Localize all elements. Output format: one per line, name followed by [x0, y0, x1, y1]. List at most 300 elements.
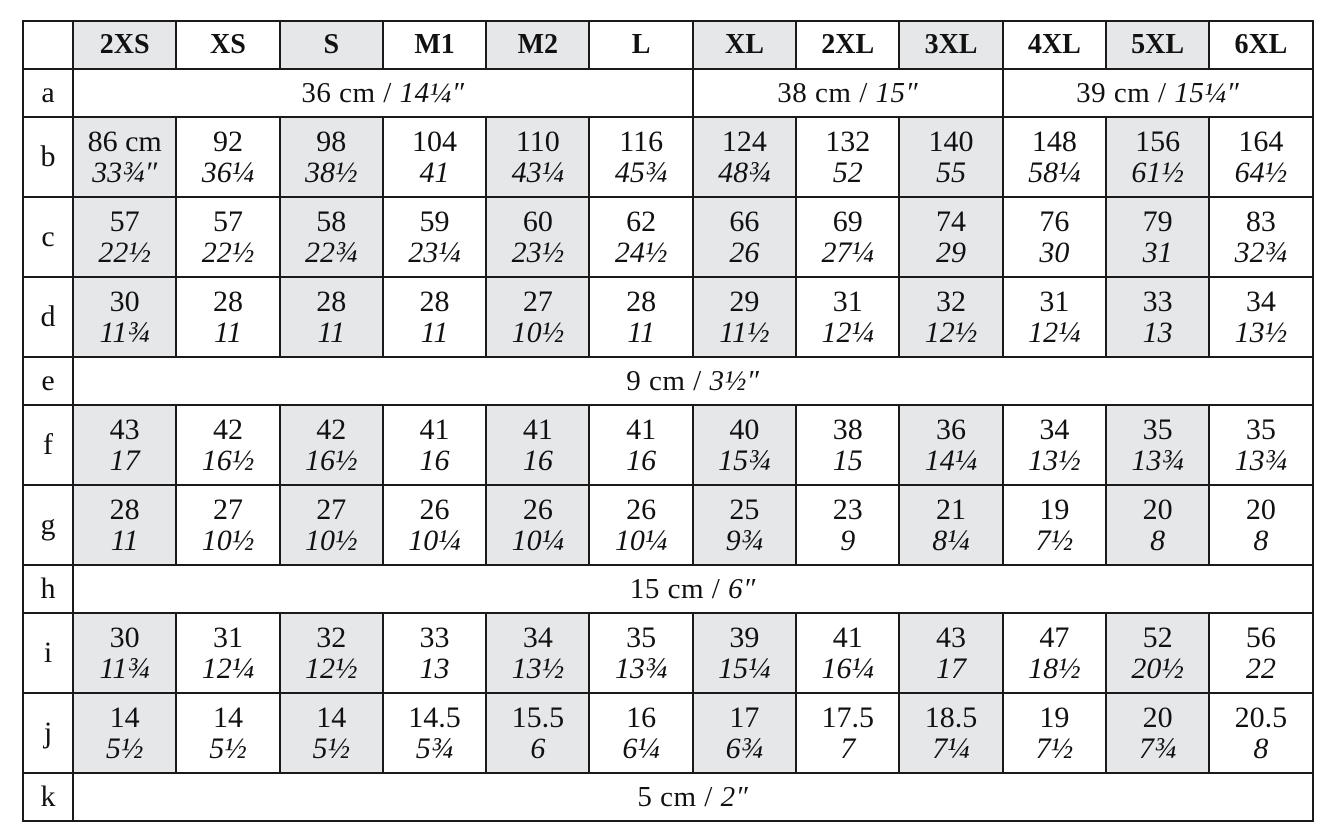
row-label: h — [23, 565, 73, 613]
measurement-cell-s — [280, 613, 383, 693]
inch-value: 10½ — [201, 524, 255, 557]
inch-value: 7¼ — [932, 732, 970, 765]
inch-value: 15¾ — [718, 444, 771, 477]
inch-value: 12½ — [304, 652, 358, 685]
measurement-cell-xs — [176, 277, 279, 357]
inch-value: 15¼″ — [1174, 76, 1240, 109]
inch-value: 15 — [832, 444, 863, 477]
measurement-row-f — [23, 405, 1313, 485]
measurement-cell-xl — [693, 405, 796, 485]
inch-value: 26 — [729, 236, 760, 269]
measurement-cell-5xl — [1106, 613, 1209, 693]
measurement-cell-xl — [693, 485, 796, 565]
measurement-cell-xl — [693, 613, 796, 693]
inch-value: 13½ — [1028, 444, 1081, 477]
inch-value: 43¼ — [511, 156, 565, 189]
cm-value: 43 — [936, 621, 967, 654]
corner-cell — [23, 21, 73, 69]
measurement-cell-s — [280, 693, 383, 773]
cm-value: 16 — [626, 701, 657, 734]
measurement-cell-5xl — [1106, 197, 1209, 277]
size-header-6xl: 6XL — [1209, 21, 1312, 69]
inch-value: 22¾ — [304, 236, 358, 269]
cm-value: 35 — [1245, 413, 1276, 446]
cm-value: 30 — [109, 285, 140, 318]
merged-measurement-cell — [73, 773, 1313, 821]
cm-value: 34 — [1039, 413, 1070, 446]
measurement-cell-m2 — [486, 117, 589, 197]
measurement-cell-2xl — [796, 485, 899, 565]
inch-value: 16 — [522, 444, 553, 477]
inch-value: 16¼ — [821, 652, 874, 685]
cm-value: 33 — [1142, 285, 1173, 318]
cm-value: 14 — [109, 701, 140, 734]
measurement-cell-5xl — [1106, 485, 1209, 565]
measurement-cell-4xl — [1003, 197, 1106, 277]
cm-value: 60 — [522, 205, 553, 238]
inch-value: 5½ — [209, 732, 247, 765]
cm-value: 40 — [729, 413, 760, 446]
inch-value: 24½ — [614, 236, 668, 269]
cm-value: 15.5 — [511, 701, 565, 734]
inch-value: 13 — [1142, 316, 1173, 349]
measurement-cell-4xl — [1003, 693, 1106, 773]
cm-value: 19 — [1039, 701, 1070, 734]
cm-value: 36 — [936, 413, 967, 446]
inch-value: 6¾ — [725, 732, 764, 765]
inch-value: 10¼ — [614, 524, 668, 557]
measurement-cell-4xl — [1003, 405, 1106, 485]
unit-separator: / — [696, 780, 721, 813]
cm-value: 15 cm — [629, 572, 705, 605]
row-label: d — [23, 277, 73, 357]
inch-value: 18½ — [1028, 652, 1081, 685]
row-label: b — [23, 117, 73, 197]
measurement-cell-3xl — [899, 117, 1002, 197]
cm-value: 39 cm — [1076, 76, 1151, 109]
measurement-cell-5xl — [1106, 405, 1209, 485]
cm-value: 21 — [936, 493, 967, 526]
measurement-cell-m2 — [486, 197, 589, 277]
cm-value: 38 cm — [777, 76, 852, 109]
inch-value: 23½ — [511, 236, 565, 269]
inch-value: 17 — [936, 652, 967, 685]
merged-measurement-cell — [73, 357, 1313, 405]
measurement-row-j — [23, 693, 1313, 773]
inch-value: 6 — [530, 732, 546, 765]
measurement-cell-l — [589, 277, 692, 357]
measurement-cell-3xl — [899, 405, 1002, 485]
measurement-cell-l — [589, 197, 692, 277]
inch-value: 16 — [419, 444, 450, 477]
inch-value: 12½ — [924, 316, 978, 349]
measurement-rows — [23, 69, 1313, 821]
inch-value: 6″ — [728, 572, 756, 605]
unit-separator: / — [1150, 76, 1175, 109]
inch-value: 12¼ — [1028, 316, 1081, 349]
inch-value: 38½ — [304, 156, 358, 189]
cm-value: 33 — [419, 621, 450, 654]
cm-value: 148 — [1031, 125, 1077, 158]
measurement-cell-m1 — [383, 613, 486, 693]
inch-value: 14¼″ — [399, 76, 465, 109]
inch-value: 12¼ — [201, 652, 255, 685]
inch-value: 29 — [936, 236, 967, 269]
inch-value: 13½ — [1234, 316, 1288, 349]
cm-value: 26 — [419, 493, 450, 526]
size-chart-table — [22, 20, 1314, 822]
cm-value: 20 — [1142, 493, 1173, 526]
cm-value: 57 — [212, 205, 243, 238]
inch-value: 10½ — [304, 524, 358, 557]
inch-value: 32¾ — [1234, 236, 1288, 269]
cm-value: 58 — [316, 205, 347, 238]
measurement-cell-2xl — [796, 613, 899, 693]
cm-value: 56 — [1245, 621, 1276, 654]
measurement-cell-5xl — [1106, 693, 1209, 773]
cm-value: 57 — [109, 205, 140, 238]
inch-value: 11 — [110, 524, 139, 557]
measurement-cell-5xl — [1106, 277, 1209, 357]
inch-value: 6¼ — [622, 732, 660, 765]
measurement-cell-2xs — [73, 613, 176, 693]
cm-value: 20 — [1142, 701, 1173, 734]
row-label: j — [23, 693, 73, 773]
cm-value: 74 — [936, 205, 967, 238]
inch-value: 8¼ — [932, 524, 970, 557]
measurement-cell-xl — [693, 693, 796, 773]
inch-value: 17 — [109, 444, 140, 477]
cm-value: 41 — [419, 413, 450, 446]
unit-separator: / — [685, 364, 710, 397]
measurement-cell-6xl — [1209, 693, 1312, 773]
cm-value: 41 — [832, 621, 863, 654]
inch-value: 11½ — [719, 316, 770, 349]
cm-value: 26 — [626, 493, 657, 526]
size-header-row — [23, 21, 1313, 69]
measurement-cell-3xl — [899, 277, 1002, 357]
inch-value: 10¼ — [408, 524, 461, 557]
cm-value: 42 — [316, 413, 347, 446]
measurement-cell-xl — [693, 277, 796, 357]
measurement-cell-xs — [176, 117, 279, 197]
cm-value: 28 — [419, 285, 450, 318]
cm-value: 104 — [412, 125, 458, 158]
inch-value: 13½ — [511, 652, 565, 685]
cm-value: 28 — [109, 493, 140, 526]
cm-value: 32 — [316, 621, 347, 654]
measurement-cell-2xs — [73, 693, 176, 773]
measurement-cell-m2 — [486, 277, 589, 357]
measurement-row-c — [23, 197, 1313, 277]
size-header-2xl: 2XL — [796, 21, 899, 69]
inch-value: 13 — [419, 652, 450, 685]
measurement-cell-2xs — [73, 405, 176, 485]
cm-value: 34 — [1245, 285, 1276, 318]
cm-value: 76 — [1039, 205, 1070, 238]
measurement-cell-2xs — [73, 485, 176, 565]
row-label: c — [23, 197, 73, 277]
cm-value: 124 — [721, 125, 767, 158]
measurement-cell-m1 — [383, 277, 486, 357]
inch-value: 33¾″ — [92, 156, 158, 189]
merged-measurement-cell — [73, 565, 1313, 613]
inch-value: 3½″ — [709, 364, 760, 397]
measurement-cell-4xl — [1003, 117, 1106, 197]
row-label: g — [23, 485, 73, 565]
cm-value: 18.5 — [924, 701, 978, 734]
measurement-cell-l — [589, 117, 692, 197]
size-header-5xl: 5XL — [1106, 21, 1209, 69]
measurement-cell-2xs — [73, 277, 176, 357]
measurement-cell-3xl — [899, 693, 1002, 773]
inch-value: 14¼ — [924, 444, 978, 477]
inch-value: 8 — [1150, 524, 1166, 557]
size-header-m2: M2 — [486, 21, 589, 69]
cm-value: 35 — [1142, 413, 1173, 446]
measurement-cell-3xl — [899, 197, 1002, 277]
inch-value: 23¼ — [408, 236, 461, 269]
inch-value: 11 — [317, 316, 346, 349]
measurement-cell-6xl — [1209, 277, 1312, 357]
inch-value: 8 — [1253, 732, 1269, 765]
inch-value: 8 — [1253, 524, 1269, 557]
measurement-cell-2xl — [796, 277, 899, 357]
cm-value: 27 — [316, 493, 347, 526]
size-header-4xl: 4XL — [1003, 21, 1106, 69]
cm-value: 23 — [832, 493, 863, 526]
measurement-cell-xs — [176, 197, 279, 277]
measurement-cell-m1 — [383, 693, 486, 773]
cm-value: 27 — [212, 493, 243, 526]
inch-value: 11 — [420, 316, 449, 349]
measurement-cell-2xl — [796, 197, 899, 277]
measurement-row-h — [23, 565, 1313, 613]
inch-value: 27¼ — [821, 236, 874, 269]
cm-value: 41 — [522, 413, 553, 446]
row-label: f — [23, 405, 73, 485]
inch-value: 13¾ — [1234, 444, 1288, 477]
cm-value: 31 — [832, 285, 863, 318]
measurement-cell-xs — [176, 613, 279, 693]
unit-separator: / — [704, 572, 729, 605]
row-label: i — [23, 613, 73, 693]
size-header-m1: M1 — [383, 21, 486, 69]
inch-value: 55 — [936, 156, 967, 189]
inch-value: 11¾ — [99, 316, 150, 349]
measurement-row-b — [23, 117, 1313, 197]
inch-value: 15″ — [875, 76, 919, 109]
cm-value: 31 — [212, 621, 243, 654]
cm-value: 156 — [1135, 125, 1181, 158]
inch-value: 7¾ — [1138, 732, 1177, 765]
measurement-cell-m2 — [486, 485, 589, 565]
measurement-cell-s — [280, 277, 383, 357]
inch-value: 61½ — [1131, 156, 1184, 189]
measurement-row-e — [23, 357, 1313, 405]
cm-value: 62 — [626, 205, 657, 238]
cm-value: 34 — [522, 621, 553, 654]
measurement-cell-xs — [176, 485, 279, 565]
cm-value: 28 — [316, 285, 347, 318]
measurement-cell-s — [280, 197, 383, 277]
unit-separator: / — [375, 76, 400, 109]
cm-value: 116 — [619, 125, 664, 158]
cm-value: 59 — [419, 205, 450, 238]
cm-value: 17 — [729, 701, 760, 734]
inch-value: 7½ — [1035, 524, 1074, 557]
measurement-row-g — [23, 485, 1313, 565]
inch-value: 7½ — [1035, 732, 1074, 765]
measurement-cell-s — [280, 485, 383, 565]
inch-value: 48¾ — [718, 156, 771, 189]
measurement-row-i — [23, 613, 1313, 693]
cm-value: 20 — [1245, 493, 1276, 526]
inch-value: 22 — [1245, 652, 1276, 685]
cm-value: 164 — [1238, 125, 1284, 158]
measurement-cell-6xl — [1209, 197, 1312, 277]
inch-value: 5½ — [312, 732, 350, 765]
cm-value: 98 — [316, 125, 347, 158]
inch-value: 16½ — [304, 444, 358, 477]
cm-value: 28 — [626, 285, 657, 318]
size-header-l: L — [589, 21, 692, 69]
inch-value: 11 — [214, 316, 242, 349]
measurement-cell-2xl — [796, 117, 899, 197]
measurement-cell-l — [589, 613, 692, 693]
measurement-row-a — [23, 69, 1313, 117]
size-header-3xl: 3XL — [899, 21, 1002, 69]
inch-value: 10¼ — [511, 524, 565, 557]
cm-value: 28 — [212, 285, 243, 318]
measurement-cell-m1 — [383, 197, 486, 277]
cm-value: 31 — [1039, 285, 1070, 318]
cm-value: 14 — [212, 701, 243, 734]
inch-value: 58¼ — [1028, 156, 1081, 189]
measurement-cell-5xl — [1106, 117, 1209, 197]
measurement-cell-2xs — [73, 197, 176, 277]
inch-value: 13¾ — [614, 652, 668, 685]
inch-value: 11 — [627, 316, 656, 349]
measurement-cell-6xl — [1209, 405, 1312, 485]
cm-value: 26 — [522, 493, 553, 526]
measurement-cell-6xl — [1209, 613, 1312, 693]
measurement-cell-l — [589, 485, 692, 565]
inch-value: 5½ — [105, 732, 144, 765]
unit-separator: / — [851, 76, 876, 109]
inch-value: 12¼ — [821, 316, 874, 349]
cm-value: 132 — [825, 125, 871, 158]
cm-value: 36 cm — [301, 76, 376, 109]
cm-value: 19 — [1039, 493, 1070, 526]
inch-value: 9¾ — [725, 524, 764, 557]
inch-value: 52 — [832, 156, 863, 189]
measurement-cell-s — [280, 117, 383, 197]
cm-value: 69 — [832, 205, 863, 238]
measurement-cell-xs — [176, 405, 279, 485]
size-header-2xs: 2XS — [73, 21, 176, 69]
inch-value: 16½ — [201, 444, 255, 477]
cm-value: 92 — [212, 125, 243, 158]
measurement-cell-xl — [693, 197, 796, 277]
merged-measurement-cell — [1003, 69, 1313, 117]
measurement-cell-3xl — [899, 485, 1002, 565]
measurement-cell-m1 — [383, 117, 486, 197]
cm-value: 86 cm — [87, 125, 162, 158]
cm-value: 41 — [626, 413, 657, 446]
cm-value: 52 — [1142, 621, 1173, 654]
cm-value: 140 — [928, 125, 974, 158]
inch-value: 10½ — [511, 316, 565, 349]
measurement-row-k — [23, 773, 1313, 821]
cm-value: 32 — [936, 285, 967, 318]
measurement-cell-4xl — [1003, 485, 1106, 565]
measurement-row-d — [23, 277, 1313, 357]
cm-value: 5 cm — [637, 780, 697, 813]
inch-value: 45¾ — [614, 156, 668, 189]
inch-value: 22½ — [98, 236, 151, 269]
measurement-cell-6xl — [1209, 485, 1312, 565]
inch-value: 41 — [419, 156, 450, 189]
cm-value: 39 — [729, 621, 760, 654]
measurement-cell-2xl — [796, 693, 899, 773]
inch-value: 7 — [840, 732, 856, 765]
row-label: a — [23, 69, 73, 117]
measurement-cell-2xs — [73, 117, 176, 197]
size-header-xs: XS — [176, 21, 279, 69]
measurement-cell-2xl — [796, 405, 899, 485]
cm-value: 17.5 — [821, 701, 874, 734]
measurement-cell-4xl — [1003, 277, 1106, 357]
inch-value: 9 — [840, 524, 856, 557]
measurement-cell-xl — [693, 117, 796, 197]
cm-value: 29 — [729, 285, 760, 318]
cm-value: 27 — [522, 285, 553, 318]
inch-value: 30 — [1039, 236, 1070, 269]
inch-value: 13¾ — [1131, 444, 1184, 477]
measurement-cell-m2 — [486, 613, 589, 693]
cm-value: 38 — [832, 413, 863, 446]
inch-value: 31 — [1142, 236, 1173, 269]
inch-value: 15¼ — [718, 652, 771, 685]
inch-value: 64½ — [1234, 156, 1288, 189]
cm-value: 43 — [109, 413, 140, 446]
row-label: e — [23, 357, 73, 405]
inch-value: 11¾ — [99, 652, 150, 685]
inch-value: 22½ — [201, 236, 255, 269]
cm-value: 30 — [109, 621, 140, 654]
merged-measurement-cell — [693, 69, 1003, 117]
inch-value: 16 — [626, 444, 657, 477]
cm-value: 42 — [212, 413, 243, 446]
inch-value: 20½ — [1131, 652, 1184, 685]
inch-value: 36¼ — [201, 156, 255, 189]
measurement-cell-m2 — [486, 693, 589, 773]
inch-value: 5¾ — [415, 732, 454, 765]
cm-value: 9 cm — [626, 364, 686, 397]
measurement-cell-s — [280, 405, 383, 485]
measurement-cell-4xl — [1003, 613, 1106, 693]
cm-value: 83 — [1245, 205, 1276, 238]
size-header-s: S — [280, 21, 383, 69]
measurement-cell-m1 — [383, 405, 486, 485]
inch-value: 2″ — [720, 780, 749, 813]
merged-measurement-cell — [73, 69, 693, 117]
cm-value: 35 — [626, 621, 657, 654]
cm-value: 47 — [1039, 621, 1070, 654]
measurement-cell-6xl — [1209, 117, 1312, 197]
cm-value: 66 — [729, 205, 760, 238]
